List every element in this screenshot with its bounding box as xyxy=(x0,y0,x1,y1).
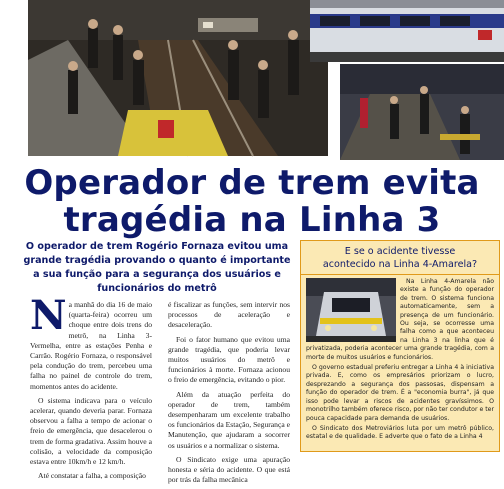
photo-collage xyxy=(0,0,504,160)
article-column-1 xyxy=(30,292,152,485)
metro-train-photo xyxy=(310,0,504,62)
article-paragraph: é fiscalizar as funções, sem intervir nos processos de aceleração e desaceleração. xyxy=(168,300,290,330)
sidebar-paragraph: Na Linha 4-Amarela não existe a função do operador de trem. O sistema funciona automaticamente, sem a presença de um funcionário. Ou seja, se ocorresse uma falha como a que aconteceu na Linha 3 na linha que é privatizada, poderia acontecer uma grande tragédia, com a morte de muitos usuários e funcionários. xyxy=(306,278,494,361)
article-paragraph: O Sindicato exige uma apuração honesta e séria do acidente. O que está por trás da falha mecânica xyxy=(168,454,290,485)
headline xyxy=(0,165,504,239)
headline-line-2: tragédia na Linha 3 xyxy=(63,200,441,240)
article-paragraph: Na manhã do dia 16 de maio (quarta-feira) ocorreu um choque entre dois trens do metrô, na Linha 3-Vermelha, entre as estações Penha e Carrão. Rogério Fornaza, o responsável pela condução do trem, percebeu uma falha no painel de controle do trem, momentos antes do acidente. xyxy=(30,292,152,391)
article-body xyxy=(30,292,296,485)
sidebar-box xyxy=(300,240,500,452)
sidebar-title: E se o acidente tivesse acontecido na Linha 4-Amarela? xyxy=(301,241,499,275)
drop-cap: N xyxy=(30,292,67,339)
article-paragraph: O sistema indicava para o veículo acelerar, quando deveria parar. Fornaza observou a falha a tempo de acionar o freio de emergência, que desacelerou o trem de forma gradativa. Assim houve a colisão, a velocidade da composição estava entre 10km/h e 12 km/h. xyxy=(30,395,152,467)
sidebar-body xyxy=(301,275,499,447)
yellow-line-train-photo xyxy=(306,278,396,342)
accident-scene-photo xyxy=(28,0,328,156)
sidebar-paragraph: O governo estadual preferiu entregar a Linha 4 à iniciativa privada. E, como os empresários priorizam o lucro, desprezando a segurança dos passosas, dispensam a função do operador de trem. É a "economia burra", já que isso pode levar a riscos de acidentes gravíssimos. O monotrilho também oferece risco, por não ter condutor e ter pouca capacidade para demanda de usuários. xyxy=(306,364,495,422)
headline-line-1: Operador de trem evita xyxy=(24,163,480,203)
rescue-scene-photo xyxy=(340,64,504,160)
sidebar-paragraph: O Sindicato dos Metroviários luta por um metrô público, estatal e de qualidade. E adverte que o fato de a Linha 4 xyxy=(306,424,494,441)
article-paragraph: Até constatar a falha, a composição xyxy=(38,471,146,481)
article-paragraph: Além da atuação perfeita do operador de trem, também desempenharam um excelente trabalho os funcionários da Estação, Segurança e Manutenção, que ajudaram a socorrer os usuários e a normalizar o sistema. xyxy=(168,389,290,450)
article-lead: O operador de trem Rogério Fornaza evitou uma grande tragédia provando o quanto é importante a sua função para a segurança dos usuários e funcionários do metrô xyxy=(23,241,291,294)
article-column-2 xyxy=(168,300,290,489)
article-paragraph: Foi o fator humano que evitou uma grande tragédia, que poderia levar muitos usuários do metrô e funcionários à morte. Fornaza acionou o freio de emergência, evitando o pior. xyxy=(168,334,290,385)
